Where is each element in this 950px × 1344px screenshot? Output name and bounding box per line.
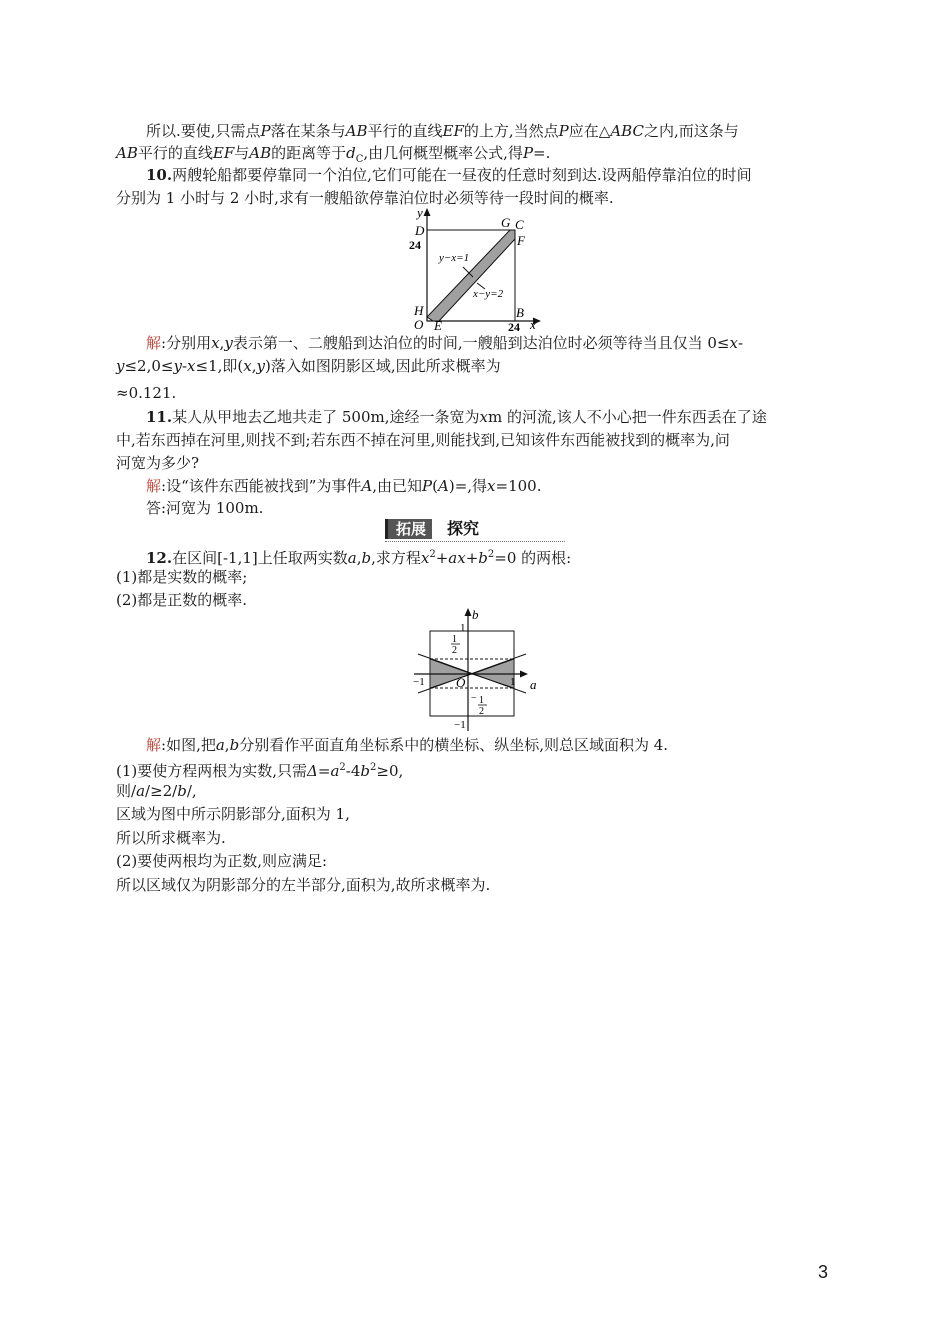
banner-label-right: 探究	[447, 519, 480, 538]
tick-half-bot-den: 2	[479, 706, 484, 717]
var: P	[422, 477, 433, 495]
var: x	[211, 334, 220, 352]
tick-neg1-bottom: −1	[454, 719, 466, 731]
axis-label-x: x	[530, 317, 536, 332]
text: 河宽为多少?	[116, 454, 200, 472]
var: ax	[448, 549, 466, 567]
text: 所以.要使,只需点	[146, 122, 261, 140]
solution-11	[146, 476, 541, 496]
tick-neg-sign: −	[471, 693, 477, 704]
var: y	[224, 334, 233, 352]
var: AB	[249, 144, 272, 162]
solution-label: 解	[146, 334, 162, 352]
subscript: C	[355, 154, 364, 165]
text: /,	[186, 782, 197, 800]
var: b	[478, 549, 488, 567]
var: EF	[212, 144, 235, 162]
var: y	[173, 357, 182, 375]
text: 分别看作平面直角坐标系中的横坐标、纵坐标,则总区域面积为 4.	[239, 736, 669, 754]
text-line	[116, 828, 226, 848]
text: 中,若东西掉在河里,则找不到;若东西不掉在河里,则能找到,已知该件东西能被找到的概率为,问	[116, 431, 730, 449]
var: P	[260, 122, 271, 140]
var: b	[229, 736, 240, 754]
text: ≈0.121.	[116, 384, 177, 402]
var: x	[487, 477, 496, 495]
text-line	[116, 590, 247, 610]
label-C: C	[515, 217, 524, 232]
label-E: E	[434, 318, 442, 333]
var: x	[729, 334, 738, 352]
text: 应在△	[568, 122, 611, 140]
text: ,由已知	[372, 477, 423, 495]
text: 落在某条与	[270, 122, 346, 140]
superscript: 2	[370, 762, 377, 773]
text: -	[737, 334, 744, 352]
solution-label: 解	[146, 736, 162, 754]
var: AB	[116, 144, 138, 162]
text: ,	[356, 549, 362, 567]
var: ABC	[610, 122, 644, 140]
text-line	[116, 804, 350, 824]
tick-1-top: 1	[460, 622, 466, 634]
var: a	[215, 736, 225, 754]
var: b	[361, 549, 372, 567]
figure-root-region	[410, 605, 545, 733]
text: ,	[224, 736, 230, 754]
question-number: 11.	[146, 408, 173, 426]
text-line	[116, 567, 247, 587]
text: :分别用	[161, 334, 212, 352]
var: A	[361, 477, 373, 495]
var: b	[360, 762, 371, 780]
text: -	[181, 357, 188, 375]
question-11	[146, 407, 767, 427]
text: 平行的直线	[137, 144, 213, 162]
text: 分别为 1 小时与 2 小时,求有一艘船欲停靠泊位时必须等待一段时间的概率.	[116, 189, 614, 207]
banner-label-left: 拓展	[385, 519, 432, 539]
text: 则/	[116, 782, 137, 800]
text-line	[116, 453, 199, 473]
var: a	[136, 782, 146, 800]
tick-1-right: 1	[510, 676, 516, 688]
figure-ship-berth	[405, 205, 545, 333]
text: (	[432, 477, 438, 495]
text-line	[116, 781, 197, 801]
text: 与	[234, 144, 250, 162]
text: 的上方,当然点	[463, 122, 559, 140]
text-line	[116, 356, 501, 376]
tick-half-bot-num: 1	[479, 695, 484, 706]
var: d	[346, 144, 356, 162]
var: x	[243, 357, 252, 375]
var: x	[420, 549, 430, 567]
text: =0 的两根:	[494, 549, 572, 567]
text: 区域为图中所示阴影部分,面积为 1,	[116, 805, 350, 823]
question-10	[146, 165, 752, 185]
text: :如图,把	[161, 736, 216, 754]
text: (1)都是实数的概率;	[116, 568, 248, 586]
var: y	[116, 357, 125, 375]
superscript: 2	[429, 549, 436, 560]
text-line	[146, 121, 739, 141]
var: y	[256, 357, 265, 375]
page-number: 3	[818, 1262, 829, 1282]
section-banner	[385, 519, 565, 542]
text: ,	[251, 357, 257, 375]
label-B: B	[516, 305, 524, 320]
var: a	[330, 762, 340, 780]
question-12	[146, 545, 571, 568]
text: 答:河宽为 100m.	[146, 499, 264, 517]
var: P	[522, 144, 534, 162]
solution-10	[146, 333, 743, 353]
tick-half-top-den: 2	[452, 645, 457, 656]
text: (2)都是正数的概率.	[116, 591, 248, 609]
label-origin: O	[456, 675, 466, 690]
answer-11	[146, 498, 263, 518]
label-D: D	[415, 223, 425, 238]
solution-12	[146, 735, 668, 755]
superscript: 2	[339, 762, 346, 773]
var: b	[177, 782, 187, 800]
text: =	[317, 762, 331, 780]
tick-neg1-left: −1	[413, 676, 425, 688]
line-label-1: y−x=1	[439, 252, 470, 264]
var: Δ	[307, 762, 318, 780]
text: )落入如图阴影区域,因此所求概率为	[264, 357, 501, 375]
var: AB	[345, 122, 368, 140]
text: 的距离等于	[271, 144, 347, 162]
text: =100.	[495, 477, 542, 495]
text: +	[435, 549, 449, 567]
tick-24-x: 24	[508, 320, 520, 333]
text: ,求方程	[371, 549, 421, 567]
text-line	[116, 758, 403, 781]
solution-label: 解	[146, 477, 162, 495]
text: 在区间[-1,1]上任取两实数	[172, 549, 348, 567]
axis-label-b: b	[472, 607, 479, 622]
text: -4	[345, 762, 361, 780]
text: ,	[219, 334, 225, 352]
var: a	[347, 549, 357, 567]
text: (1)要使方程两根为实数,只需	[116, 762, 308, 780]
text: 两艘轮船都要停靠同一个泊位,它们可能在一昼夜的任意时刻到达.设两船停靠泊位的时间	[172, 166, 752, 184]
text: ,由几何概型概率公式,得	[363, 144, 523, 162]
text: 某人从甲地去乙地共走了 500m,途经一条宽为	[172, 408, 480, 426]
label-O: O	[414, 317, 424, 332]
tick-half-top-num: 1	[452, 634, 457, 645]
axis-label-y: y	[417, 205, 423, 220]
text: 所以所求概率为.	[116, 829, 226, 847]
superscript: 2	[487, 549, 495, 560]
question-number: 10.	[146, 166, 173, 184]
text: 所以区域仅为阴影部分的左半部分,面积为,故所求概率为.	[116, 876, 491, 894]
axis-label-a: a	[530, 677, 537, 692]
text: ≤2,0≤	[124, 357, 174, 375]
var: A	[438, 477, 449, 495]
text: )=,得	[448, 477, 488, 495]
text: 表示第一、二艘船到达泊位的时间,一艘船到达泊位时必须等待当且仅当 0≤	[232, 334, 730, 352]
text-line	[116, 430, 730, 450]
label-H: H	[414, 303, 424, 318]
text: 之内,而这条与	[643, 122, 739, 140]
text-line	[116, 875, 490, 895]
line-label-2: x−y=2	[473, 288, 504, 300]
text: +	[465, 549, 479, 567]
text-line	[116, 851, 327, 871]
text: (2)要使两根均为正数,则应满足:	[116, 852, 328, 870]
text: ≤1,即(	[195, 357, 244, 375]
label-F: F	[517, 233, 525, 248]
text: 平行的直线	[367, 122, 443, 140]
text: =.	[533, 144, 551, 162]
text: /≥2/	[145, 782, 178, 800]
text-line	[116, 383, 176, 403]
var: x	[187, 357, 196, 375]
text: ≥0,	[376, 762, 404, 780]
var: EF	[442, 122, 464, 140]
tick-24-y: 24	[409, 238, 421, 252]
label-G: G	[501, 215, 511, 230]
text: :设“该件东西能被找到”为事件	[161, 477, 362, 495]
var: x	[479, 408, 488, 426]
question-number: 12.	[146, 549, 173, 567]
var: P	[558, 122, 569, 140]
text: m 的河流,该人不小心把一件东西丢在了途	[487, 408, 767, 426]
